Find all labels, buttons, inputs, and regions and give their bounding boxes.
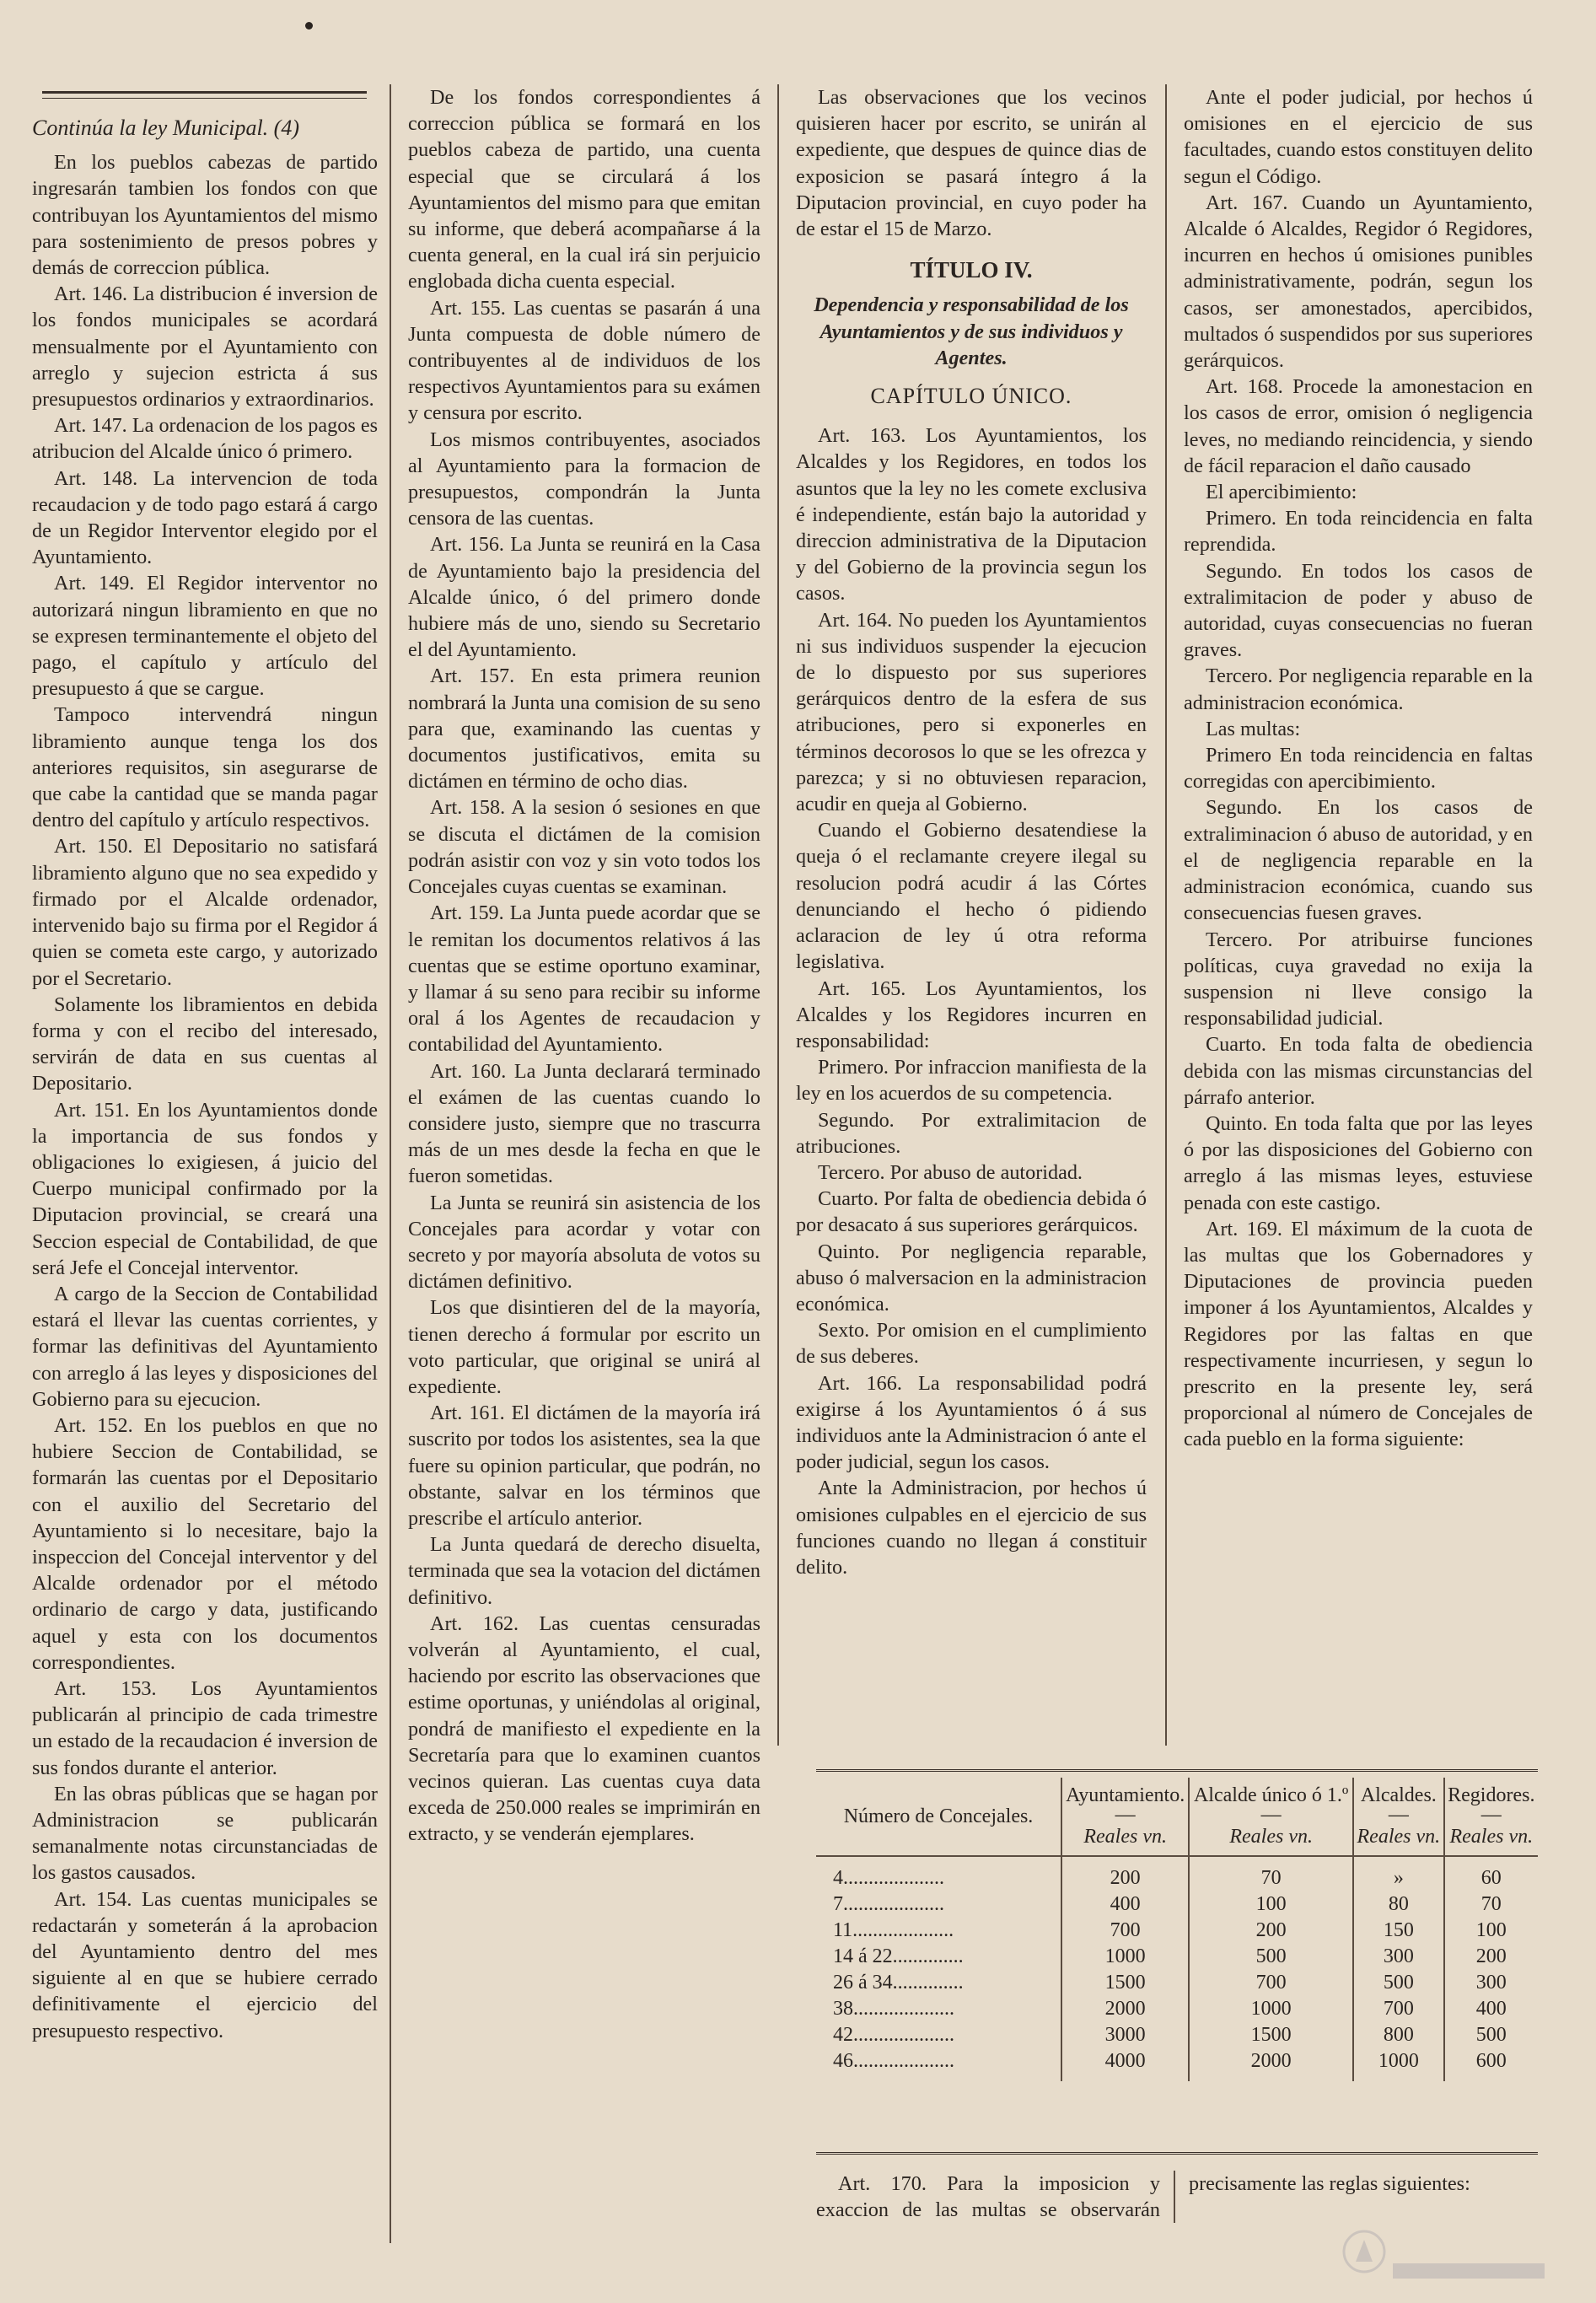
table-cell: 70 bbox=[1444, 1891, 1538, 1918]
table-cell: 1500 bbox=[1061, 1970, 1189, 1996]
header-title: Regidores. bbox=[1448, 1784, 1535, 1806]
article-148: Art. 148. La intervencion de toda recaudacion y de todo pago estará á cargo de un Regidor Interventor elegido por el Ayuntamiento. bbox=[32, 466, 378, 569]
paragraph: Art. 170. Para la imposicion y exaccion de las multas se observarán precisamente las reglas siguientes: bbox=[816, 2172, 1470, 2222]
table-header: Regidores. — Reales vn. bbox=[1444, 1778, 1538, 1856]
table-cell: 38.................... bbox=[833, 1998, 954, 2020]
chapter-heading: CAPÍTULO ÚNICO. bbox=[870, 384, 1072, 409]
list-item: Tercero. Por negligencia reparable en la administracion económica. bbox=[1184, 665, 1533, 714]
paragraph: La Junta quedará de derecho disuelta, terminada que sea la votacion del dictámen definitivo. bbox=[408, 1533, 760, 1609]
paragraph: A cargo de la Seccion de Contabilidad estará el llevar las cuentas corrientes, y formar las definitivas del Ayuntamiento con arreglo á las leyes y disposiciones del Gobierno para su ejecucion. bbox=[32, 1282, 378, 1411]
table-cell: 1000 bbox=[1353, 2048, 1444, 2081]
title-subheading: Dependencia y responsabilidad de los Ayuntamientos y de sus individuos y Agentes. bbox=[814, 293, 1129, 369]
column-3 bbox=[796, 84, 1147, 1746]
list-item: Tercero. Por abuso de autoridad. bbox=[818, 1160, 1083, 1184]
table-header: Ayuntamiento. — Reales vn. bbox=[1061, 1778, 1189, 1856]
column-4 bbox=[1184, 84, 1533, 1746]
table-cell: 800 bbox=[1353, 2022, 1444, 2048]
article-159: Art. 159. La Junta puede acordar que se le remitan los documentos relativos á las cuentas que se estime oportuno examinar, y llamar á su seno para recibir su informe oral á los Agentes de recaudacion y contabilidad del Ayuntamiento. bbox=[408, 901, 760, 1057]
table-cell: 1000 bbox=[1061, 1944, 1189, 1970]
header-unit: Reales vn. bbox=[1449, 1826, 1534, 1848]
list-item: Segundo. Por extralimitacion de atribuciones. bbox=[796, 1108, 1147, 1158]
table-cell: 700 bbox=[1189, 1970, 1353, 1996]
column-divider bbox=[1165, 84, 1167, 1746]
article-167: Art. 167. Cuando un Ayuntamiento, Alcalde ó Alcaldes, Regidor ó Regidores, incurren en hechos ú omisiones punibles administrativamente, podrán, segun los casos, ser amonestados, apercibidos, multados ó suspendidos por sus superiores gerárquicos. bbox=[1184, 191, 1533, 373]
table-row bbox=[816, 1996, 1538, 2022]
table-rule bbox=[816, 2152, 1538, 2155]
table-cell: 400 bbox=[1444, 1996, 1538, 2022]
table-cell: 46.................... bbox=[833, 2050, 954, 2072]
list-item: Segundo. En todos los casos de extralimitacion de poder y abuso de autoridad, cuyas consecuencias no fueran graves. bbox=[1184, 559, 1533, 662]
paragraph: La Junta se reunirá sin asistencia de los Concejales para acordar y votar con secreto y por mayoría absoluta de votos su dictámen definitivo. bbox=[408, 1191, 760, 1294]
table-cell: 26 á 34.............. bbox=[833, 1972, 964, 1994]
table-cell: 1500 bbox=[1189, 2022, 1353, 2048]
table-row bbox=[816, 1944, 1538, 1970]
list-item: Primero. Por infraccion manifiesta de la ley en los acuerdos de su competencia. bbox=[796, 1056, 1147, 1106]
table-cell: 70 bbox=[1189, 1856, 1353, 1891]
list-item: Sexto. Por omision en el cumplimiento de sus deberes. bbox=[796, 1319, 1147, 1369]
paragraph: En los pueblos cabezas de partido ingresarán tambien los fondos con que contribuyan los Ayuntamientos del mismo para sostenimiento de presos pobres y demás de correccion pública. bbox=[32, 151, 378, 280]
list-item: Cuarto. En toda falta de obediencia debida con las mismas circunstancias del párrafo anterior. bbox=[1184, 1033, 1533, 1109]
article-153: Art. 153. Los Ayuntamientos publicarán al principio de cada trimestre un estado de la recaudacion é inversion de sus fondos durante el anterior. bbox=[32, 1676, 378, 1779]
header-title: Alcalde único ó 1.º bbox=[1193, 1784, 1349, 1806]
header-unit: Reales vn. bbox=[1083, 1826, 1167, 1848]
table-cell: 700 bbox=[1353, 1996, 1444, 2022]
header-title: Número de Concejales. bbox=[843, 1805, 1034, 1827]
paragraph: Cuando el Gobierno desatendiese la queja ó el reclamante creyere ilegal su resolucion podrá acudir á las Córtes denunciando el hecho ó pidiendo aclaracion de ley ú otra reforma legislativa. bbox=[796, 819, 1147, 974]
table-cell: 60 bbox=[1444, 1856, 1538, 1891]
list-item: Segundo. En los casos de extraliminacion ó abuso de autoridad, y en el de negligencia reparable en la administracion económica, cuando sus consecuencias fuesen graves. bbox=[1184, 796, 1533, 925]
article-158: Art. 158. A la sesion ó sesiones en que se discuta el dictámen de la comision podrán asistir con voz y sin voto todos los Concejales cuyas cuentas se examinan. bbox=[408, 796, 760, 899]
table-cell: » bbox=[1353, 1856, 1444, 1891]
table-cell: 700 bbox=[1061, 1918, 1189, 1944]
table-cell: 300 bbox=[1353, 1944, 1444, 1970]
paragraph: Ante la Administracion, por hechos ú omisiones culpables en el ejercicio de sus funciones cuando no llegan á constituir delito. bbox=[796, 1477, 1147, 1579]
table-row bbox=[816, 1856, 1538, 1891]
article-162: Art. 162. Las cuentas censuradas volverán al Ayuntamiento, el cual, haciendo por escrito las observaciones que estime oportunas, y uniéndolas al original, pondrá de manifiesto el expediente en la Secretaría para que lo examinen cuantos vecinos quieran. Las cuentas cuya data exceda de 250.000 reales se imprimirán en extracto, y se venderán ejemplares. bbox=[408, 1612, 760, 1846]
table-cell: 4.................... bbox=[833, 1867, 944, 1889]
article-154: Art. 154. Las cuentas municipales se redactarán y someterán á la aprobacion del Ayuntamiento dentro del mes siguiente al en que se hubiere cerrado definitivamente el ejercicio del presupuesto respectivo. bbox=[32, 1887, 378, 2042]
article-146: Art. 146. La distribucion é inversion de los fondos municipales se acordará mensualmente por el Ayuntamiento con arreglo y sujecion estricta á sus presupuestos ordinarios y extraordinarios. bbox=[32, 282, 378, 412]
continuation-heading: Continúa la ley Municipal. (4) bbox=[32, 116, 300, 140]
fines-table bbox=[816, 1778, 1538, 2081]
table-row bbox=[816, 2022, 1538, 2048]
paragraph: Las multas: bbox=[1206, 717, 1301, 740]
table-cell: 400 bbox=[1061, 1891, 1189, 1918]
article-166: Art. 166. La responsabilidad podrá exigirse á los Ayuntamientos ó á sus individuos ante la Administracion ó ante el poder judicial, segun los casos. bbox=[796, 1371, 1147, 1474]
table-cell: 2000 bbox=[1061, 1996, 1189, 2022]
table-row bbox=[816, 1970, 1538, 1996]
list-item: Primero En toda reincidencia en faltas corregidas con apercibimiento. bbox=[1184, 744, 1533, 794]
column-divider bbox=[777, 84, 779, 1746]
header-unit: Reales vn. bbox=[1357, 1826, 1441, 1848]
article-163: Art. 163. Los Ayuntamientos, los Alcaldes y los Regidores, en todos los asuntos que la ley no les comete exclusiva é independiente, están bajo la autoridad y direccion administrativa de la Diputacion y del Gobierno de la provincia segun los casos. bbox=[796, 424, 1147, 605]
list-item: Primero. En toda reincidencia en falta reprendida. bbox=[1184, 507, 1533, 557]
table-rule bbox=[816, 1769, 1538, 1772]
article-170 bbox=[816, 2171, 1533, 2223]
table-header: Alcalde único ó 1.º — Reales vn. bbox=[1189, 1778, 1353, 1856]
list-item: Quinto. Por negligencia reparable, abuso ó malversacion en la administracion económica. bbox=[796, 1240, 1147, 1316]
table-cell: 200 bbox=[1444, 1944, 1538, 1970]
table-cell: 1000 bbox=[1189, 1996, 1353, 2022]
table-cell: 42.................... bbox=[833, 2024, 954, 2046]
table-cell: 300 bbox=[1444, 1970, 1538, 1996]
header-title: Ayuntamiento. bbox=[1066, 1784, 1185, 1806]
table-row bbox=[816, 2048, 1538, 2081]
list-item: Cuarto. Por falta de obediencia debida ó por desacato á sus superiores gerárquicos. bbox=[796, 1187, 1147, 1237]
paragraph: De los fondos correspondientes á correccion pública se formará en los pueblos cabeza de partido, una cuenta especial que se circulará á los Ayuntamientos del mismo para que emitan su informe, que deberá acompañarse á la cuenta general, en la cual irá sin perjuicio englobada dicha cuenta especial. bbox=[408, 86, 760, 293]
paragraph: Los que disintieren del de la mayoría, tienen derecho á formular por escrito un voto particular, que original se unirá al expediente. bbox=[408, 1296, 760, 1398]
article-156: Art. 156. La Junta se reunirá en la Casa de Ayuntamiento bajo la presidencia del Alcalde único, ó del primero donde hubiere más de uno, siendo su Secretario el del Ayuntamiento. bbox=[408, 533, 760, 662]
article-151: Art. 151. En los Ayuntamientos donde la importancia de sus fondos y obligaciones lo exigiesen, á juicio del Cuerpo municipal confirmado por la Diputacion provincial, se creará una Seccion especial de Contabilidad, de que será Jefe el Concejal interventor. bbox=[32, 1098, 378, 1279]
table-cell: 150 bbox=[1353, 1918, 1444, 1944]
table-cell: 4000 bbox=[1061, 2048, 1189, 2081]
table-cell: 100 bbox=[1444, 1918, 1538, 1944]
article-165: Art. 165. Los Ayuntamientos, los Alcaldes y los Regidores incurren en responsabilidad: bbox=[796, 977, 1147, 1052]
table-cell: 14 á 22.............. bbox=[833, 1945, 964, 1967]
article-149: Art. 149. El Regidor interventor no autorizará ningun libramiento en que no se expresen terminantemente el objeto del pago, el capítulo y artículo del presupuesto á que se cargue. bbox=[32, 572, 378, 701]
table-cell: 100 bbox=[1189, 1891, 1353, 1918]
article-161: Art. 161. El dictámen de la mayoría irá suscrito por todos los asistentes, sea la que fuere su opinion particular, que podrán, no obstante, salvar en los términos que prescribe el artículo anterior. bbox=[408, 1402, 760, 1530]
article-164: Art. 164. No pueden los Ayuntamientos ni sus individuos suspender la ejecucion de lo dispuesto por sus superiores gerárquicos dentro de la esfera de sus atribuciones, pero si exponerles en términos decorosos lo que se les ofrezca y parezca; y si no obtuviesen reparacion, acudir en queja al Gobierno. bbox=[796, 608, 1147, 816]
table-header bbox=[816, 1778, 1061, 1856]
table-cell: 80 bbox=[1353, 1891, 1444, 1918]
paragraph: Solamente los libramientos en debida forma y con el recibo del interesado, servirán de data en sus cuentas al Depositario. bbox=[32, 993, 378, 1095]
paragraph: Las observaciones que los vecinos quisieren hacer por escrito, se unirán al expediente, que despues de quince dias de exposicion se pasará íntegro á la Diputacion provincial, en cuyo poder ha de estar el 15 de Marzo. bbox=[796, 86, 1147, 241]
article-160: Art. 160. La Junta declarará terminado el exámen de las cuentas cuando lo considere justo, siempre que no trascurra más de un mes desde la fecha en que le fueron sometidas. bbox=[408, 1059, 760, 1188]
table-cell: 500 bbox=[1353, 1970, 1444, 1996]
article-157: Art. 157. En esta primera reunion nombrará la Junta una comision de su seno para que, examinando las cuentas y documentos justificativos, emita su dictámen en término de ocho dias. bbox=[408, 665, 760, 794]
table-row bbox=[816, 1891, 1538, 1918]
article-152: Art. 152. En los pueblos en que no hubiere Seccion de Contabilidad, se formarán las cuentas por el Depositario con el auxilio del Secretario del Ayuntamiento si lo necesitare, bajo la inspeccion del Concejal interventor y del Alcalde ordenador por el método ordinario de cargo y data, justificando aquel y esta con los documentos correspondientes. bbox=[32, 1413, 378, 1674]
article-169: Art. 169. El máximum de la cuota de las multas que los Gobernadores y Diputaciones de provincia pueden imponer á los Ayuntamientos, Alcaldes y Regidores por las faltas en que respectivamente incurriesen, y segun lo prescrito en la presente ley, será proporcional al número de Concejales de cada pueblo en la forma siguiente: bbox=[1184, 1217, 1533, 1451]
table-row bbox=[816, 1918, 1538, 1944]
archive-watermark-logo bbox=[1341, 2218, 1551, 2285]
table-cell: 200 bbox=[1189, 1918, 1353, 1944]
paragraph: Ante el poder judicial, por hechos ú omisiones en el ejercicio de sus facultades, cuando estos constituyen delito segun el Código. bbox=[1184, 86, 1533, 188]
paragraph: Tampoco intervendrá ningun libramiento aunque tenga los dos anteriores requisitos, sin asegurarse de que cabe la cantidad que se manda pagar dentro del capítulo y artículo respectivos. bbox=[32, 703, 378, 832]
table-cell: 500 bbox=[1189, 1944, 1353, 1970]
list-item: Quinto. En toda falta que por las leyes ó por las disposiciones del Gobierno con arreglo á las mismas leyes, estuviese penada con este castigo. bbox=[1184, 1111, 1533, 1214]
table-cell: 600 bbox=[1444, 2048, 1538, 2081]
table-cell: 2000 bbox=[1189, 2048, 1353, 2081]
column-1 bbox=[32, 84, 378, 2243]
table-cell: 11.................... bbox=[833, 1919, 954, 1941]
article-147: Art. 147. La ordenacion de los pagos es atribucion del Alcalde único ó primero. bbox=[32, 414, 378, 464]
column-2 bbox=[408, 84, 760, 2243]
paragraph: En las obras públicas que se hagan por Administracion se publicarán semanalmente notas circunstanciadas de los gastos causados. bbox=[32, 1782, 378, 1885]
header-title: Alcaldes. bbox=[1360, 1784, 1437, 1806]
paragraph: Los mismos contribuyentes, asociados al Ayuntamiento para la formacion de presupuestos, compondrán la Junta censora de las cuentas. bbox=[408, 428, 760, 530]
table-cell: 3000 bbox=[1061, 2022, 1189, 2048]
article-155: Art. 155. Las cuentas se pasarán á una Junta compuesta de doble número de contribuyentes al de individuos de los respectivos Ayuntamientos para su exámen y censura por escrito. bbox=[408, 296, 760, 425]
header-unit: Reales vn. bbox=[1229, 1826, 1313, 1848]
column-divider bbox=[390, 84, 391, 2243]
paragraph: El apercibimiento: bbox=[1206, 481, 1357, 504]
print-mark bbox=[305, 22, 313, 30]
table-header-row bbox=[816, 1778, 1538, 1856]
table-header: Alcaldes. — Reales vn. bbox=[1353, 1778, 1444, 1856]
article-150: Art. 150. El Depositario no satisfará libramiento alguno que no sea expedido y firmado por el Alcalde ordenador, intervenido bajo su firma por el Regidor á quien se cometa este cargo, y autorizado por el Secretario. bbox=[32, 835, 378, 990]
list-item: Tercero. Por atribuirse funciones políticas, cuya gravedad no exija la suspension ni lleve consigo la responsabilidad judicial. bbox=[1184, 928, 1533, 1030]
table-cell: 500 bbox=[1444, 2022, 1538, 2048]
title-heading: TÍTULO IV. bbox=[910, 257, 1033, 283]
table-cell: 200 bbox=[1061, 1856, 1189, 1891]
table-cell: 7.................... bbox=[833, 1893, 944, 1915]
article-168: Art. 168. Procede la amonestacion en los casos de error, omision ó negligencia leves, no mediando reincidencia, y siendo de fácil reparacion el daño causado bbox=[1184, 375, 1533, 477]
